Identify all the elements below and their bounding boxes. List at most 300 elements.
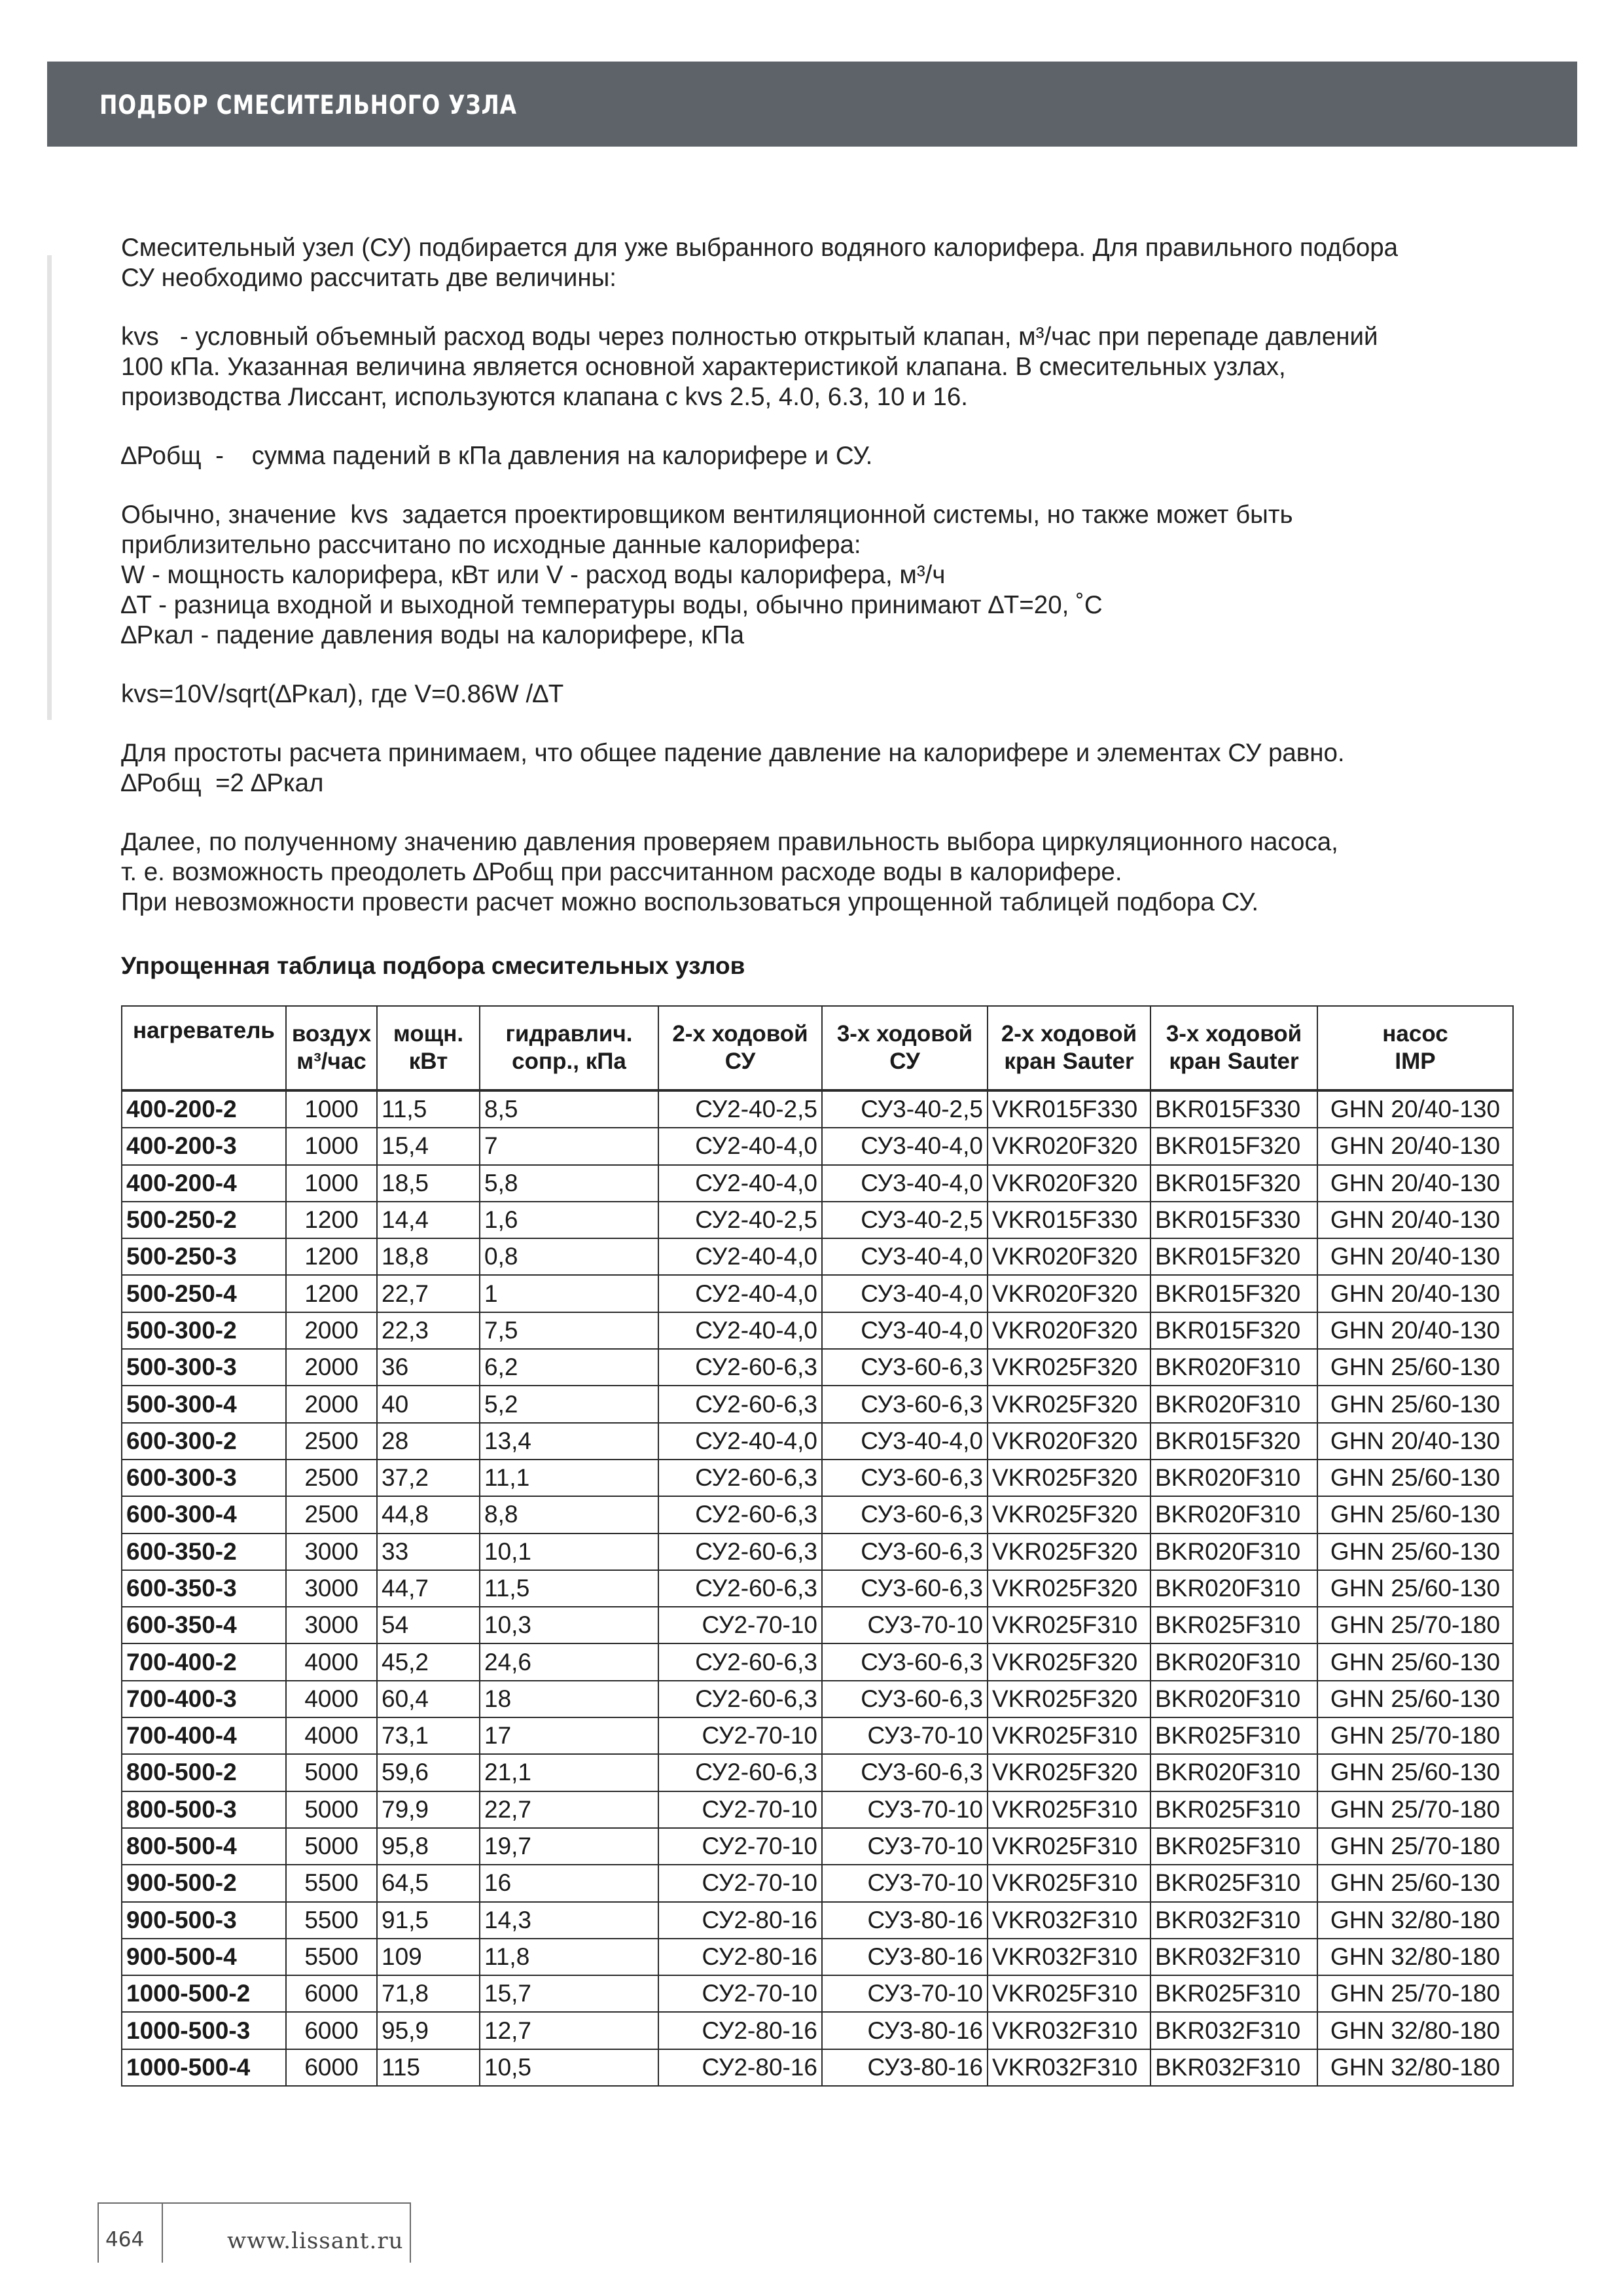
table-cell: BKR015F330 bbox=[1150, 1090, 1317, 1128]
table-cell: BKR025F310 bbox=[1150, 1865, 1317, 1901]
table-row bbox=[122, 1165, 1513, 1202]
table-cell: BKR015F320 bbox=[1150, 1238, 1317, 1275]
table-cell: GHN 25/70-180 bbox=[1317, 1717, 1513, 1754]
table-cell: GHN 32/80-180 bbox=[1317, 1939, 1513, 1975]
table-row bbox=[122, 1717, 1513, 1754]
column-header bbox=[377, 1006, 480, 1090]
intro-paragraph bbox=[121, 738, 1535, 798]
table-cell: VKR032F310 bbox=[988, 1939, 1150, 1975]
table-cell: VKR015F330 bbox=[988, 1090, 1150, 1128]
table-cell: 4000 bbox=[286, 1717, 377, 1754]
table-cell: 1000 bbox=[286, 1165, 377, 1202]
table-title: Упрощенная таблица подбора смесительных узлов bbox=[121, 952, 745, 979]
table-cell: GHN 20/40-130 bbox=[1317, 1165, 1513, 1202]
table-cell: 5000 bbox=[286, 1828, 377, 1865]
table-cell: 11,5 bbox=[480, 1570, 658, 1607]
intro-line: kvs - условный объемный расход воды через полностью открытый клапан, м³/час при перепаде давлений bbox=[121, 323, 1378, 351]
table-cell: 115 bbox=[377, 2049, 480, 2086]
table-cell: 1 bbox=[480, 1275, 658, 1312]
table-cell: 2500 bbox=[286, 1423, 377, 1460]
table-row bbox=[122, 1312, 1513, 1349]
table-cell: СУ2-60-6,3 bbox=[658, 1386, 822, 1422]
table-cell: 79,9 bbox=[377, 1791, 480, 1828]
table-cell: 800-500-3 bbox=[122, 1791, 286, 1828]
column-header-text: нагреватель bbox=[133, 1018, 275, 1043]
intro-line: приблизительно рассчитано по исходные данные калорифера: bbox=[121, 531, 861, 559]
table-cell: 500-250-2 bbox=[122, 1202, 286, 1238]
table-cell: 11,5 bbox=[377, 1090, 480, 1128]
table-row bbox=[122, 1791, 1513, 1828]
table-cell: 6000 bbox=[286, 1975, 377, 2012]
table-cell: 1000-500-3 bbox=[122, 2012, 286, 2049]
page-title: ПОДБОР СМЕСИТЕЛЬНОГО УЗЛА bbox=[99, 90, 517, 120]
table-cell: 8,5 bbox=[480, 1090, 658, 1128]
table-cell: СУ2-70-10 bbox=[658, 1828, 822, 1865]
paragraph-gap bbox=[121, 293, 1535, 322]
table-cell: СУ2-40-2,5 bbox=[658, 1090, 822, 1128]
table-cell: 500-300-3 bbox=[122, 1349, 286, 1386]
intro-line: ∆Робщ - сумма падений в кПа давления на калорифере и СУ. bbox=[121, 442, 873, 470]
intro-paragraph bbox=[121, 322, 1535, 412]
table-header-row bbox=[122, 1006, 1513, 1090]
table-cell: 3000 bbox=[286, 1607, 377, 1643]
table-cell: 600-350-4 bbox=[122, 1607, 286, 1643]
table-cell: BKR025F310 bbox=[1150, 1607, 1317, 1643]
table-cell: 1200 bbox=[286, 1275, 377, 1312]
table-cell: 700-400-4 bbox=[122, 1717, 286, 1754]
table-cell: 1000 bbox=[286, 1090, 377, 1128]
table-row bbox=[122, 1128, 1513, 1164]
table-cell: СУ3-60-6,3 bbox=[822, 1570, 988, 1607]
table-cell: VKR020F320 bbox=[988, 1165, 1150, 1202]
table-row bbox=[122, 2012, 1513, 2049]
table-cell: BKR020F310 bbox=[1150, 1349, 1317, 1386]
table-cell: VKR015F330 bbox=[988, 1202, 1150, 1238]
table-cell: 600-300-4 bbox=[122, 1496, 286, 1533]
table-cell: 400-200-4 bbox=[122, 1165, 286, 1202]
table-cell: СУ2-80-16 bbox=[658, 1902, 822, 1939]
table-cell: BKR025F310 bbox=[1150, 1717, 1317, 1754]
intro-line: ∆Робщ =2 ∆Ркал bbox=[121, 769, 324, 797]
table-cell: VKR025F310 bbox=[988, 1607, 1150, 1643]
table-cell: СУ3-40-2,5 bbox=[822, 1090, 988, 1128]
table-row bbox=[122, 1607, 1513, 1643]
column-header bbox=[122, 1006, 286, 1090]
table-cell: BKR020F310 bbox=[1150, 1681, 1317, 1717]
column-header-text: 3-х ходовой bbox=[1166, 1021, 1302, 1047]
table-cell: 1000-500-2 bbox=[122, 1975, 286, 2012]
table-cell: BKR020F310 bbox=[1150, 1570, 1317, 1607]
table-cell: 900-500-3 bbox=[122, 1902, 286, 1939]
table-cell: GHN 20/40-130 bbox=[1317, 1238, 1513, 1275]
column-header-text: СУ bbox=[889, 1049, 920, 1074]
table-cell: СУ2-70-10 bbox=[658, 1607, 822, 1643]
table-cell: 37,2 bbox=[377, 1460, 480, 1496]
intro-line: Обычно, значение kvs задается проектировщиком вентиляционной системы, но также может быть bbox=[121, 501, 1293, 529]
paragraph-gap bbox=[121, 798, 1535, 827]
table-cell: 6000 bbox=[286, 2049, 377, 2086]
column-header bbox=[822, 1006, 988, 1090]
table-cell: СУ3-70-10 bbox=[822, 1828, 988, 1865]
table-cell: 14,3 bbox=[480, 1902, 658, 1939]
column-header-text: сопр., кПа bbox=[512, 1049, 626, 1074]
table-cell: 22,7 bbox=[377, 1275, 480, 1312]
table-row bbox=[122, 1496, 1513, 1533]
table-cell: 18 bbox=[480, 1681, 658, 1717]
table-cell: 500-250-4 bbox=[122, 1275, 286, 1312]
table-cell: СУ3-70-10 bbox=[822, 1717, 988, 1754]
table-cell: СУ3-60-6,3 bbox=[822, 1681, 988, 1717]
table-cell: GHN 25/60-130 bbox=[1317, 1865, 1513, 1901]
column-header-text: 3-х ходовой bbox=[836, 1021, 973, 1047]
table-cell: 7,5 bbox=[480, 1312, 658, 1349]
table-cell: 59,6 bbox=[377, 1754, 480, 1791]
table-cell: 5500 bbox=[286, 1865, 377, 1901]
table-cell: 54 bbox=[377, 1607, 480, 1643]
table-cell: 109 bbox=[377, 1939, 480, 1975]
table-cell: 28 bbox=[377, 1423, 480, 1460]
table-row bbox=[122, 1643, 1513, 1680]
table-cell: 22,3 bbox=[377, 1312, 480, 1349]
table-cell: 2000 bbox=[286, 1349, 377, 1386]
table-cell: 1200 bbox=[286, 1238, 377, 1275]
table-cell: СУ2-40-4,0 bbox=[658, 1275, 822, 1312]
table-cell: 900-500-2 bbox=[122, 1865, 286, 1901]
table-row bbox=[122, 1975, 1513, 2012]
paragraph-gap bbox=[121, 709, 1535, 738]
page-number: 464 bbox=[105, 2228, 145, 2251]
table-cell: СУ3-60-6,3 bbox=[822, 1754, 988, 1791]
table-cell: VKR032F310 bbox=[988, 1902, 1150, 1939]
table-cell: СУ2-70-10 bbox=[658, 1717, 822, 1754]
table-cell: 0,8 bbox=[480, 1238, 658, 1275]
table-row bbox=[122, 1238, 1513, 1275]
table-cell: BKR025F310 bbox=[1150, 1828, 1317, 1865]
intro-paragraph bbox=[121, 233, 1535, 293]
table-cell: GHN 20/40-130 bbox=[1317, 1312, 1513, 1349]
table-cell: GHN 25/70-180 bbox=[1317, 1828, 1513, 1865]
table-cell: 5500 bbox=[286, 1902, 377, 1939]
table-row bbox=[122, 1090, 1513, 1128]
table-cell: 3000 bbox=[286, 1534, 377, 1570]
table-cell: GHN 20/40-130 bbox=[1317, 1202, 1513, 1238]
table-row bbox=[122, 1902, 1513, 1939]
table-cell: 22,7 bbox=[480, 1791, 658, 1828]
table-cell: СУ3-40-4,0 bbox=[822, 1165, 988, 1202]
table-cell: СУ3-40-4,0 bbox=[822, 1423, 988, 1460]
table-cell: BKR025F310 bbox=[1150, 1975, 1317, 2012]
site-url: www.lissant.ru bbox=[227, 2228, 404, 2254]
intro-line: 100 кПа. Указанная величина является основной характеристикой клапана. В смесительных узлах, bbox=[121, 353, 1286, 381]
paragraph-gap bbox=[121, 651, 1535, 679]
table-cell: 500-300-2 bbox=[122, 1312, 286, 1349]
header-bar bbox=[47, 62, 1577, 147]
table-cell: 5,8 bbox=[480, 1165, 658, 1202]
table-row bbox=[122, 1386, 1513, 1422]
column-header bbox=[988, 1006, 1150, 1090]
table-cell: 95,8 bbox=[377, 1828, 480, 1865]
column-header-text: IMP bbox=[1395, 1049, 1436, 1074]
intro-line: W - мощность калорифера, кВт или V - расход воды калорифера, м³/ч bbox=[121, 561, 946, 589]
table-cell: 4000 bbox=[286, 1643, 377, 1680]
table-cell: BKR015F320 bbox=[1150, 1275, 1317, 1312]
table-cell: СУ3-40-4,0 bbox=[822, 1128, 988, 1164]
table-cell: BKR015F320 bbox=[1150, 1312, 1317, 1349]
table-cell: СУ2-60-6,3 bbox=[658, 1570, 822, 1607]
column-header-text: 2-х ходовой bbox=[1001, 1021, 1137, 1047]
table-cell: 95,9 bbox=[377, 2012, 480, 2049]
intro-line: ∆T - разница входной и выходной температуры воды, обычно принимают ∆T=20, ˚C bbox=[121, 591, 1103, 619]
table-cell: VKR020F320 bbox=[988, 1128, 1150, 1164]
table-cell: GHN 20/40-130 bbox=[1317, 1275, 1513, 1312]
table-cell: 16 bbox=[480, 1865, 658, 1901]
table-cell: VKR025F320 bbox=[988, 1386, 1150, 1422]
table-cell: BKR015F320 bbox=[1150, 1165, 1317, 1202]
table-cell: 5,2 bbox=[480, 1386, 658, 1422]
table-cell: 1000-500-4 bbox=[122, 2049, 286, 2086]
column-header-text: гидравлич. bbox=[505, 1021, 633, 1047]
table-cell: СУ2-60-6,3 bbox=[658, 1349, 822, 1386]
table-cell: VKR025F320 bbox=[988, 1460, 1150, 1496]
table-cell: СУ3-70-10 bbox=[822, 1975, 988, 2012]
table-cell: 700-400-2 bbox=[122, 1643, 286, 1680]
table-cell: 6,2 bbox=[480, 1349, 658, 1386]
table-cell: СУ2-40-2,5 bbox=[658, 1202, 822, 1238]
table-cell: 60,4 bbox=[377, 1681, 480, 1717]
table-cell: 71,8 bbox=[377, 1975, 480, 2012]
table-row bbox=[122, 2049, 1513, 2086]
table-cell: VKR025F320 bbox=[988, 1681, 1150, 1717]
table-body bbox=[122, 1090, 1513, 2086]
table-cell: VKR032F310 bbox=[988, 2049, 1150, 2086]
table-cell: СУ3-40-4,0 bbox=[822, 1312, 988, 1349]
table-cell: 800-500-4 bbox=[122, 1828, 286, 1865]
table-cell: GHN 25/70-180 bbox=[1317, 1975, 1513, 2012]
table-cell: 5500 bbox=[286, 1939, 377, 1975]
table-cell: 1000 bbox=[286, 1128, 377, 1164]
table-cell: СУ3-60-6,3 bbox=[822, 1643, 988, 1680]
intro-paragraph bbox=[121, 827, 1535, 918]
table-cell: VKR025F310 bbox=[988, 1828, 1150, 1865]
table-cell: VKR025F310 bbox=[988, 1717, 1150, 1754]
table-cell: BKR032F310 bbox=[1150, 1939, 1317, 1975]
table-cell: СУ2-40-4,0 bbox=[658, 1238, 822, 1275]
table-cell: 600-350-2 bbox=[122, 1534, 286, 1570]
table-cell: 40 bbox=[377, 1386, 480, 1422]
table-cell: СУ2-60-6,3 bbox=[658, 1754, 822, 1791]
table-cell: 19,7 bbox=[480, 1828, 658, 1865]
column-header-text: кран Sauter bbox=[1004, 1049, 1134, 1074]
table-cell: BKR032F310 bbox=[1150, 2012, 1317, 2049]
table-cell: СУ2-60-6,3 bbox=[658, 1496, 822, 1533]
table-cell: СУ3-40-4,0 bbox=[822, 1238, 988, 1275]
table-cell: 8,8 bbox=[480, 1496, 658, 1533]
intro-text bbox=[121, 233, 1535, 918]
table-cell: VKR025F320 bbox=[988, 1643, 1150, 1680]
table-cell: СУ2-70-10 bbox=[658, 1791, 822, 1828]
table-cell: СУ3-60-6,3 bbox=[822, 1496, 988, 1533]
table-cell: 18,5 bbox=[377, 1165, 480, 1202]
table-cell: СУ2-60-6,3 bbox=[658, 1534, 822, 1570]
table-cell: 91,5 bbox=[377, 1902, 480, 1939]
table-row bbox=[122, 1570, 1513, 1607]
table-cell: СУ3-60-6,3 bbox=[822, 1386, 988, 1422]
table-cell: СУ3-60-6,3 bbox=[822, 1460, 988, 1496]
table-cell: 6000 bbox=[286, 2012, 377, 2049]
column-header bbox=[1317, 1006, 1513, 1090]
table-cell: VKR025F320 bbox=[988, 1570, 1150, 1607]
table-row bbox=[122, 1202, 1513, 1238]
table-cell: СУ3-40-2,5 bbox=[822, 1202, 988, 1238]
table-cell: 500-250-3 bbox=[122, 1238, 286, 1275]
table-cell: VKR025F310 bbox=[988, 1865, 1150, 1901]
table-row bbox=[122, 1423, 1513, 1460]
table-cell: BKR032F310 bbox=[1150, 2049, 1317, 2086]
table-cell: 600-300-3 bbox=[122, 1460, 286, 1496]
table-row bbox=[122, 1460, 1513, 1496]
table-cell: VKR020F320 bbox=[988, 1275, 1150, 1312]
table-row bbox=[122, 1681, 1513, 1717]
table-cell: GHN 25/60-130 bbox=[1317, 1570, 1513, 1607]
intro-line: kvs=10V/sqrt(∆Ркал), где V=0.86W /∆T bbox=[121, 680, 564, 708]
table-cell: СУ2-70-10 bbox=[658, 1865, 822, 1901]
table-row bbox=[122, 1754, 1513, 1791]
table-cell: GHN 25/60-130 bbox=[1317, 1496, 1513, 1533]
table-cell: 33 bbox=[377, 1534, 480, 1570]
table-cell: VKR025F320 bbox=[988, 1496, 1150, 1533]
table-cell: 44,7 bbox=[377, 1570, 480, 1607]
table-cell: BKR020F310 bbox=[1150, 1643, 1317, 1680]
table-cell: СУ2-80-16 bbox=[658, 2012, 822, 2049]
table-cell: 400-200-2 bbox=[122, 1090, 286, 1128]
table-cell: VKR025F310 bbox=[988, 1975, 1150, 2012]
intro-paragraph bbox=[121, 500, 1535, 651]
table-cell: 12,7 bbox=[480, 2012, 658, 2049]
table-cell: BKR032F310 bbox=[1150, 1902, 1317, 1939]
table-cell: 600-300-2 bbox=[122, 1423, 286, 1460]
table-cell: VKR025F320 bbox=[988, 1754, 1150, 1791]
intro-line: Смесительный узел (СУ) подбирается для уже выбранного водяного калорифера. Для правильного подбора bbox=[121, 234, 1399, 262]
table-cell: СУ3-60-6,3 bbox=[822, 1534, 988, 1570]
footer-divider bbox=[162, 2204, 163, 2263]
intro-line: Для простоты расчета принимаем, что общее падение давление на калорифере и элементах СУ равно. bbox=[121, 739, 1345, 767]
table-cell: 3000 bbox=[286, 1570, 377, 1607]
table-cell: BKR015F330 bbox=[1150, 1202, 1317, 1238]
column-header-text: кВт bbox=[408, 1049, 448, 1074]
table-cell: СУ2-40-4,0 bbox=[658, 1165, 822, 1202]
table-cell: 7 bbox=[480, 1128, 658, 1164]
table-cell: 900-500-4 bbox=[122, 1939, 286, 1975]
table-cell: СУ2-40-4,0 bbox=[658, 1423, 822, 1460]
table-cell: СУ2-80-16 bbox=[658, 2049, 822, 2086]
column-header-text: кран Sauter bbox=[1169, 1049, 1299, 1074]
table-cell: СУ3-80-16 bbox=[822, 2012, 988, 2049]
column-header-text: м³/час bbox=[296, 1049, 366, 1074]
column-header-text: воздух bbox=[291, 1021, 372, 1047]
table-cell: GHN 32/80-180 bbox=[1317, 1902, 1513, 1939]
table-cell: 10,1 bbox=[480, 1534, 658, 1570]
table-cell: СУ3-60-6,3 bbox=[822, 1349, 988, 1386]
table-cell: 5000 bbox=[286, 1754, 377, 1791]
intro-paragraph bbox=[121, 441, 1535, 471]
table-row bbox=[122, 1828, 1513, 1865]
table-row bbox=[122, 1939, 1513, 1975]
table-cell: 1,6 bbox=[480, 1202, 658, 1238]
table-cell: BKR020F310 bbox=[1150, 1460, 1317, 1496]
table-cell: 1200 bbox=[286, 1202, 377, 1238]
column-header bbox=[286, 1006, 377, 1090]
table-cell: 2000 bbox=[286, 1386, 377, 1422]
table-cell: 2500 bbox=[286, 1460, 377, 1496]
table-cell: VKR032F310 bbox=[988, 2012, 1150, 2049]
column-header-text: СУ bbox=[724, 1049, 756, 1074]
table-cell: GHN 25/70-180 bbox=[1317, 1791, 1513, 1828]
table-cell: VKR025F320 bbox=[988, 1349, 1150, 1386]
intro-line: СУ необходимо рассчитать две величины: bbox=[121, 264, 616, 292]
table-cell: BKR025F310 bbox=[1150, 1791, 1317, 1828]
table-cell: 11,1 bbox=[480, 1460, 658, 1496]
table-cell: 400-200-3 bbox=[122, 1128, 286, 1164]
table-cell: 44,8 bbox=[377, 1496, 480, 1533]
paragraph-gap bbox=[121, 471, 1535, 500]
intro-line: При невозможности провести расчет можно воспользоваться упрощенной таблицей подбора СУ. bbox=[121, 888, 1259, 916]
table-cell: GHN 20/40-130 bbox=[1317, 1128, 1513, 1164]
table-cell: GHN 25/60-130 bbox=[1317, 1754, 1513, 1791]
table-cell: VKR020F320 bbox=[988, 1312, 1150, 1349]
margin-rule bbox=[47, 255, 52, 720]
table-row bbox=[122, 1534, 1513, 1570]
column-header-text: мощн. bbox=[393, 1021, 464, 1047]
table-cell: 4000 bbox=[286, 1681, 377, 1717]
table-cell: 10,3 bbox=[480, 1607, 658, 1643]
table-cell: GHN 25/60-130 bbox=[1317, 1349, 1513, 1386]
column-header-text: насос bbox=[1382, 1021, 1448, 1047]
intro-line: ∆Ркал - падение давления воды на калорифере, кПа bbox=[121, 621, 745, 649]
table-cell: GHN 25/70-180 bbox=[1317, 1607, 1513, 1643]
table-cell: GHN 32/80-180 bbox=[1317, 2012, 1513, 2049]
table-cell: СУ3-40-4,0 bbox=[822, 1275, 988, 1312]
table-row bbox=[122, 1865, 1513, 1901]
table-cell: BKR020F310 bbox=[1150, 1386, 1317, 1422]
table-cell: СУ2-70-10 bbox=[658, 1975, 822, 2012]
table-cell: VKR020F320 bbox=[988, 1238, 1150, 1275]
table-cell: СУ2-60-6,3 bbox=[658, 1643, 822, 1680]
table-cell: 21,1 bbox=[480, 1754, 658, 1791]
table-cell: 45,2 bbox=[377, 1643, 480, 1680]
table-cell: 14,4 bbox=[377, 1202, 480, 1238]
table-cell: GHN 25/60-130 bbox=[1317, 1460, 1513, 1496]
table-cell: 500-300-4 bbox=[122, 1386, 286, 1422]
table-cell: СУ2-60-6,3 bbox=[658, 1681, 822, 1717]
table-cell: СУ3-80-16 bbox=[822, 1902, 988, 1939]
table-cell: GHN 20/40-130 bbox=[1317, 1423, 1513, 1460]
table-cell: GHN 20/40-130 bbox=[1317, 1090, 1513, 1128]
table-cell: 5000 bbox=[286, 1791, 377, 1828]
table-cell: СУ3-80-16 bbox=[822, 1939, 988, 1975]
table-cell: СУ3-70-10 bbox=[822, 1607, 988, 1643]
table-cell: GHN 25/60-130 bbox=[1317, 1681, 1513, 1717]
table-cell: СУ3-80-16 bbox=[822, 2049, 988, 2086]
table-cell: СУ2-40-4,0 bbox=[658, 1128, 822, 1164]
table-cell: СУ3-70-10 bbox=[822, 1865, 988, 1901]
paragraph-gap bbox=[121, 412, 1535, 441]
column-header bbox=[658, 1006, 822, 1090]
table-cell: 64,5 bbox=[377, 1865, 480, 1901]
table-cell: VKR025F320 bbox=[988, 1534, 1150, 1570]
table-cell: GHN 25/60-130 bbox=[1317, 1534, 1513, 1570]
footer bbox=[98, 2202, 411, 2263]
table-cell: BKR020F310 bbox=[1150, 1754, 1317, 1791]
